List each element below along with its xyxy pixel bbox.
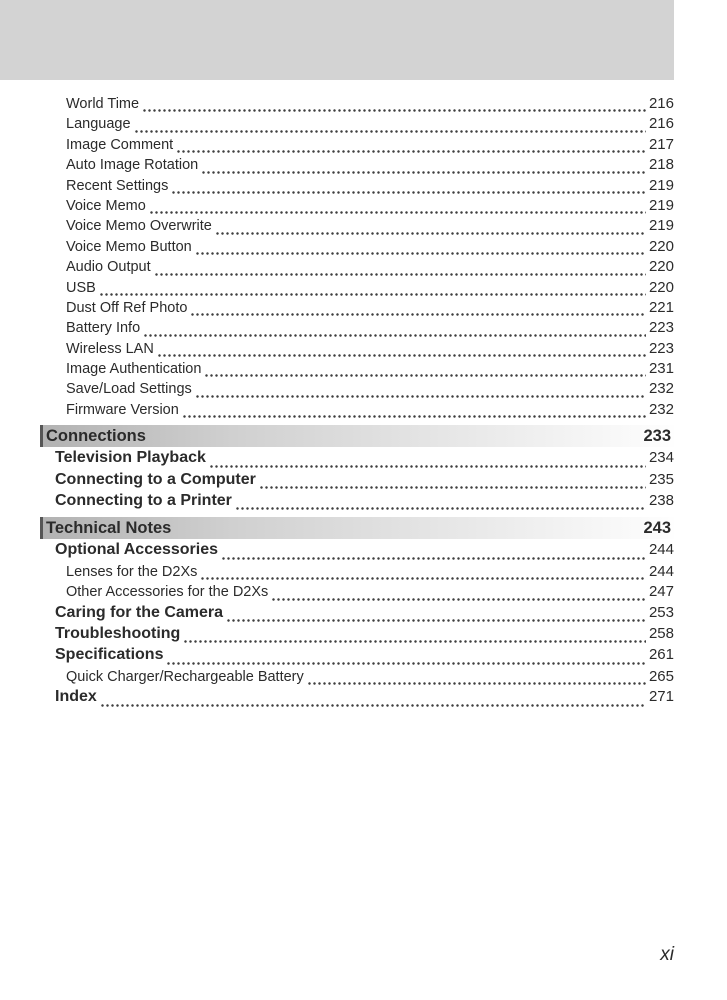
entry-label: Wireless LAN <box>66 340 154 357</box>
toc-entry <box>40 95 674 115</box>
entry-label: Index <box>55 688 97 706</box>
toc-entry <box>40 177 674 197</box>
toc-entry <box>40 279 674 299</box>
toc-entry <box>40 541 674 562</box>
toc-entry <box>40 115 674 135</box>
entry-page-number: 265 <box>648 667 674 685</box>
dot-leader <box>260 486 646 489</box>
entry-page-number: 219 <box>648 176 674 194</box>
entry-page-number: 271 <box>648 688 674 706</box>
entry-label: Save/Load Settings <box>66 381 192 398</box>
entry-page-number: 220 <box>648 278 674 296</box>
toc-entry <box>40 136 674 156</box>
entry-page-number: 217 <box>648 135 674 153</box>
toc-entry <box>40 625 674 646</box>
toc-entry <box>40 471 674 492</box>
dot-leader <box>201 577 646 580</box>
dot-leader <box>172 191 646 194</box>
entry-label: Specifications <box>55 646 164 664</box>
toc-entry <box>40 492 674 513</box>
header-band <box>0 0 674 80</box>
toc-entry <box>40 217 674 237</box>
entry-label: Image Comment <box>66 136 174 153</box>
dot-leader <box>308 682 646 685</box>
dot-leader <box>191 313 646 316</box>
entry-label: Connecting to a Computer <box>55 470 256 488</box>
entry-page-number: 258 <box>648 624 674 642</box>
dot-leader <box>100 293 646 296</box>
entry-label: Caring for the Camera <box>55 603 224 621</box>
toc-entry <box>40 688 674 709</box>
entry-label: World Time <box>66 96 140 112</box>
dot-leader <box>272 598 646 601</box>
section-page-number: 243 <box>643 518 671 537</box>
entry-label: Language <box>66 116 131 133</box>
toc-entry <box>40 563 674 583</box>
entry-page-number: 223 <box>648 339 674 357</box>
entry-page-number: 231 <box>648 360 674 378</box>
entry-label: Voice Memo Button <box>66 238 192 255</box>
section-title: Connections <box>46 426 146 445</box>
entry-page-number: 234 <box>648 449 674 467</box>
entry-page-number: 253 <box>648 603 674 621</box>
toc-entry <box>40 238 674 258</box>
entry-page-number: 238 <box>648 492 674 510</box>
entry-label: Lenses for the D2Xs <box>66 563 198 580</box>
entry-label: Firmware Version <box>66 401 179 418</box>
entry-label: Auto Image Rotation <box>66 157 199 174</box>
page-number-folio: xi <box>660 944 674 965</box>
toc-list <box>40 95 674 710</box>
entry-label: Voice Memo <box>66 197 146 214</box>
section-title: Technical Notes <box>46 518 172 537</box>
dot-leader <box>202 171 646 174</box>
entry-page-number: 244 <box>648 541 674 559</box>
entry-page-number: 247 <box>648 583 674 601</box>
dot-leader <box>205 374 646 377</box>
entry-page-number: 219 <box>648 217 674 235</box>
dot-leader <box>222 557 646 560</box>
toc-entry <box>40 156 674 176</box>
entry-label: Optional Accessories <box>55 541 219 559</box>
toc-entry <box>40 319 674 339</box>
entry-page-number: 220 <box>648 258 674 276</box>
dot-leader <box>183 415 646 418</box>
dot-leader <box>210 465 646 468</box>
entry-label: Image Authentication <box>66 361 202 378</box>
dot-leader <box>196 395 646 398</box>
entry-label: Television Playback <box>55 449 206 467</box>
toc-entry <box>40 604 674 625</box>
entry-page-number: 216 <box>648 95 674 112</box>
entry-label: Connecting to a Printer <box>55 492 232 510</box>
toc-entry <box>40 668 674 688</box>
dot-leader <box>155 273 646 276</box>
dot-leader <box>236 507 646 510</box>
entry-label: Battery Info <box>66 320 141 337</box>
entry-page-number: 261 <box>648 646 674 664</box>
entry-label: Quick Charger/Rechargeable Battery <box>66 668 304 685</box>
entry-page-number: 235 <box>648 470 674 488</box>
toc-entry <box>40 340 674 360</box>
entry-page-number: 219 <box>648 196 674 214</box>
toc-section-header <box>40 517 674 539</box>
section-page-number: 233 <box>643 426 671 445</box>
entry-label: Other Accessories for the D2Xs <box>66 584 269 601</box>
dot-leader <box>158 354 646 357</box>
dot-leader <box>196 252 646 255</box>
entry-label: Troubleshooting <box>55 624 181 642</box>
dot-leader <box>101 704 646 707</box>
toc-entry <box>40 258 674 278</box>
dot-leader <box>167 662 645 665</box>
entry-page-number: 216 <box>648 115 674 133</box>
toc-section-header <box>40 425 674 447</box>
toc-entry <box>40 646 674 667</box>
toc-entry <box>40 583 674 603</box>
dot-leader <box>150 211 646 214</box>
toc-entry <box>40 449 674 470</box>
entry-page-number: 244 <box>648 562 674 580</box>
entry-page-number: 220 <box>648 237 674 255</box>
entry-page-number: 232 <box>648 400 674 418</box>
toc-entry <box>40 380 674 400</box>
entry-label: Audio Output <box>66 259 151 276</box>
toc-entry <box>40 360 674 380</box>
dot-leader <box>143 109 646 112</box>
entry-label: USB <box>66 279 96 296</box>
dot-leader <box>144 334 646 337</box>
dot-leader <box>135 130 646 133</box>
entry-page-number: 218 <box>648 156 674 174</box>
dot-leader <box>216 232 646 235</box>
toc-entry <box>40 197 674 217</box>
entry-page-number: 223 <box>648 319 674 337</box>
entry-label: Dust Off Ref Photo <box>66 299 188 316</box>
dot-leader <box>184 640 646 643</box>
toc-entry <box>40 299 674 319</box>
toc-entry <box>40 401 674 421</box>
entry-page-number: 221 <box>648 298 674 316</box>
entry-label: Recent Settings <box>66 177 169 194</box>
entry-label: Voice Memo Overwrite <box>66 218 212 235</box>
dot-leader <box>177 150 646 153</box>
dot-leader <box>227 619 646 622</box>
entry-page-number: 232 <box>648 380 674 398</box>
